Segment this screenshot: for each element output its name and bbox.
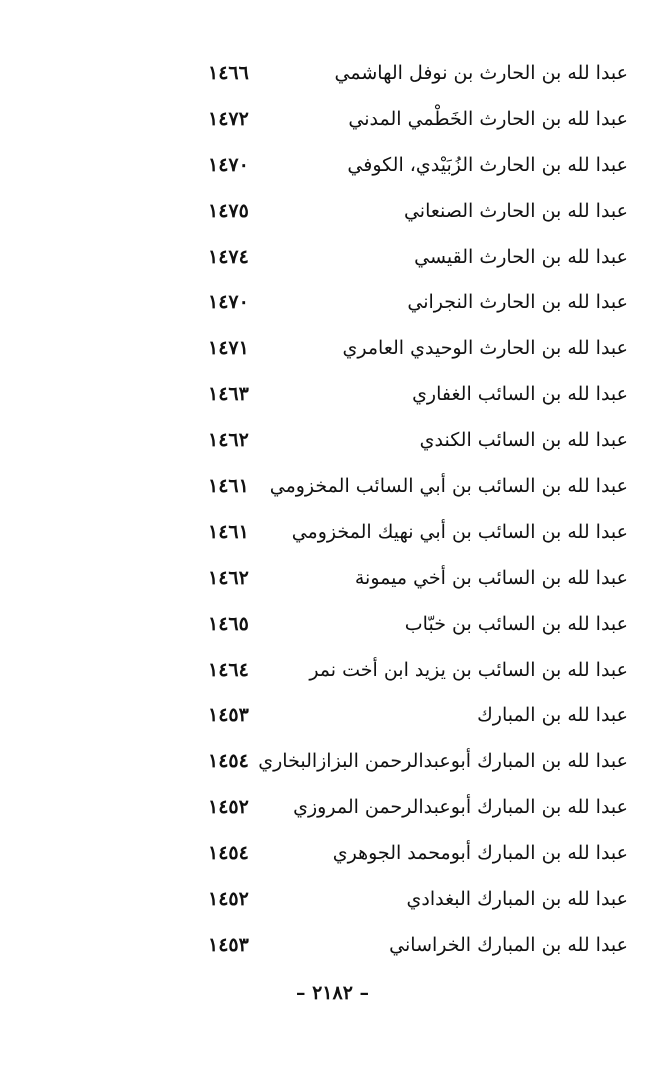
index-row bbox=[0, 375, 665, 421]
entry-name: عبدا لله بن المبارك أبومحمد الجوهري bbox=[332, 842, 628, 865]
index-row bbox=[0, 54, 665, 100]
index-row bbox=[0, 742, 665, 788]
entry-name: عبدا لله بن السائب الغفاري bbox=[412, 383, 628, 406]
entry-name: عبدا لله بن المبارك bbox=[477, 704, 628, 727]
entry-number: ١٤٥٤ bbox=[208, 750, 249, 773]
entry-name: عبدا لله بن المبارك البغدادي bbox=[406, 888, 628, 911]
entry-number: ١٤٦١ bbox=[208, 475, 249, 498]
entry-name: عبدا لله بن السائب بن أبي نهيك المخزومي bbox=[291, 520, 628, 543]
index-row bbox=[0, 696, 665, 742]
index-row bbox=[0, 880, 665, 926]
entry-number: ١٤٦٤ bbox=[208, 658, 249, 681]
entry-number: ١٤٦٢ bbox=[208, 429, 249, 452]
page-number: – ٢١٨٢ – bbox=[295, 982, 370, 1004]
entry-number: ١٤٧٤ bbox=[208, 245, 249, 268]
entry-number: ١٤٥٣ bbox=[208, 933, 249, 956]
index-row bbox=[0, 146, 665, 192]
index-row bbox=[0, 605, 665, 651]
entry-name: عبدا لله بن الحارث القيسي bbox=[414, 245, 628, 268]
entry-name: عبدا لله بن الحارث الخَطْمي المدني bbox=[348, 107, 628, 130]
entry-name: عبدا لله بن المبارك أبوعبدالرحمن المروزي bbox=[293, 796, 628, 819]
index-row bbox=[0, 834, 665, 880]
entry-number: ١٤٦١ bbox=[208, 520, 249, 543]
entry-number: ١٤٧١ bbox=[208, 337, 249, 360]
entry-number: ١٤٧٢ bbox=[208, 107, 249, 130]
index-list bbox=[0, 54, 665, 972]
entry-name: عبدا لله بن السائب بن أبي السائب المخزومي bbox=[269, 475, 628, 498]
index-row bbox=[0, 467, 665, 513]
entry-number: ١٤٦٥ bbox=[208, 612, 249, 635]
entry-number: ١٤٧٠ bbox=[208, 291, 249, 314]
index-row bbox=[0, 283, 665, 329]
entry-name: عبدا لله بن السائب بن خبّاب bbox=[404, 612, 628, 635]
entry-name: عبدا لله بن السائب بن يزيد ابن أخت نمر bbox=[309, 658, 628, 681]
entry-number: ١٤٥٤ bbox=[208, 842, 249, 865]
index-row bbox=[0, 788, 665, 834]
entry-name: عبدا لله بن الحارث بن نوفل الهاشمي bbox=[334, 62, 628, 84]
index-row bbox=[0, 926, 665, 972]
index-row bbox=[0, 100, 665, 146]
entry-name: عبدا لله بن الحارث النجراني bbox=[407, 291, 628, 314]
index-row bbox=[0, 421, 665, 467]
index-row bbox=[0, 559, 665, 605]
entry-number: ١٤٦٣ bbox=[208, 383, 249, 406]
entry-number: ١٤٥٢ bbox=[208, 796, 249, 819]
entry-name: عبدا لله بن الحارث الزُبَيْدي، الكوفي bbox=[347, 153, 628, 176]
index-row bbox=[0, 238, 665, 284]
entry-number: ١٤٦٢ bbox=[208, 566, 249, 589]
entry-name: عبدا لله بن الحارث الوحيدي العامري bbox=[342, 337, 628, 360]
entry-name: عبدا لله بن الحارث الصنعاني bbox=[403, 199, 628, 222]
index-row bbox=[0, 192, 665, 238]
entry-name: عبدا لله بن السائب بن أخي ميمونة bbox=[354, 566, 628, 589]
entry-number: ١٤٧٥ bbox=[208, 199, 249, 222]
index-row bbox=[0, 329, 665, 375]
entry-name: عبدا لله بن السائب الكندي bbox=[419, 429, 628, 452]
entry-number: ١٤٥٣ bbox=[208, 704, 249, 727]
entry-name: عبدا لله بن المبارك أبوعبدالرحمن البزازالبخاري bbox=[258, 750, 628, 773]
entry-number: ١٤٧٠ bbox=[208, 153, 249, 176]
index-row bbox=[0, 513, 665, 559]
entry-number: ١٤٦٦ bbox=[208, 62, 249, 84]
entry-name: عبدا لله بن المبارك الخراساني bbox=[389, 933, 628, 956]
entry-number: ١٤٥٢ bbox=[208, 888, 249, 911]
index-row bbox=[0, 651, 665, 697]
